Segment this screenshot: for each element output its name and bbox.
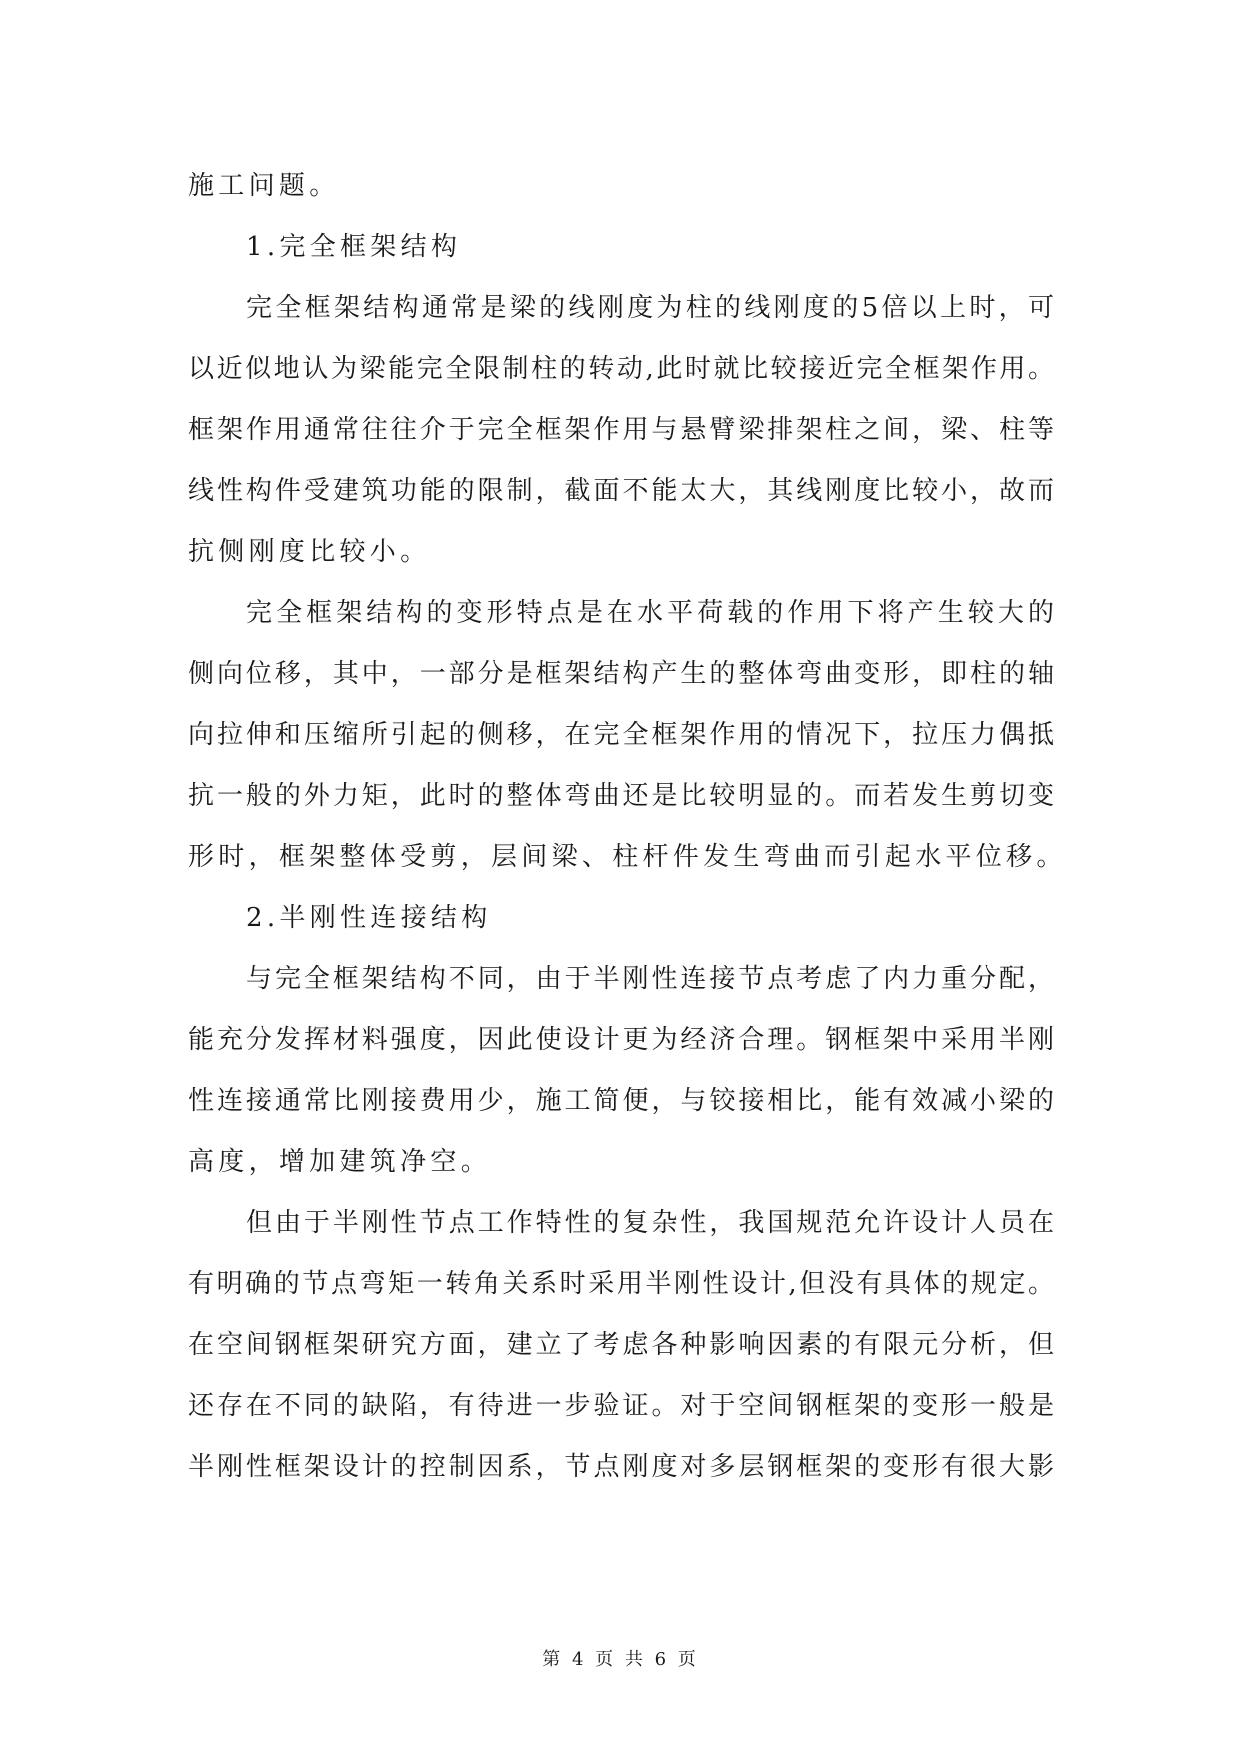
text-line: 能充分发挥材料强度，因此使设计更为经济合理。钢框架中采用半刚 bbox=[188, 1025, 1054, 1055]
text-line: 向拉伸和压缩所引起的侧移，在完全框架作用的情况下，拉压力偶抵 bbox=[188, 720, 1054, 750]
text-line: 在空间钢框架研究方面，建立了考虑各种影响因素的有限元分析，但 bbox=[188, 1330, 1054, 1360]
section-heading: 1.完全框架结构 bbox=[246, 232, 462, 262]
text-line: 以近似地认为梁能完全限制柱的转动,此时就比较接近完全框架作用。 bbox=[188, 354, 1054, 384]
text-line: 高度，增加建筑净空。 bbox=[188, 1147, 492, 1177]
text-line: 完全框架结构通常是梁的线刚度为柱的线刚度的5倍以上时，可 bbox=[246, 293, 1054, 323]
text-line: 线性构件受建筑功能的限制，截面不能太大，其线刚度比较小，故而 bbox=[188, 476, 1054, 506]
text-line: 抗一般的外力矩，此时的整体弯曲还是比较明显的。而若发生剪切变 bbox=[188, 781, 1054, 811]
text-line: 与完全框架结构不同，由于半刚性连接节点考虑了内力重分配， bbox=[246, 964, 1054, 994]
page-number-footer: 第 4 页 共 6 页 bbox=[542, 1649, 699, 1670]
text-line: 抗侧刚度比较小。 bbox=[188, 537, 431, 567]
body-text bbox=[188, 156, 1067, 1498]
text-line: 框架作用通常往往介于完全框架作用与悬臂梁排架柱之间，梁、柱等 bbox=[188, 415, 1054, 445]
text-line: 半刚性框架设计的控制因系，节点刚度对多层钢框架的变形有很大影 bbox=[188, 1452, 1054, 1482]
text-line: 侧向位移，其中，一部分是框架结构产生的整体弯曲变形，即柱的轴 bbox=[188, 659, 1054, 689]
text-line: 但由于半刚性节点工作特性的复杂性，我国规范允许设计人员在 bbox=[246, 1208, 1054, 1238]
text-line: 性连接通常比刚接费用少，施工简便，与铰接相比，能有效减小梁的 bbox=[188, 1086, 1054, 1116]
text-line: 有明确的节点弯矩一转角关系时采用半刚性设计,但没有具体的规定。 bbox=[188, 1269, 1054, 1299]
text-line: 完全框架结构的变形特点是在水平荷载的作用下将产生较大的 bbox=[246, 598, 1054, 628]
text-line: 形时，框架整体受剪，层间梁、柱杆件发生弯曲而引起水平位移。 bbox=[188, 842, 1067, 872]
text-line: 施工问题。 bbox=[188, 171, 340, 201]
section-heading: 2.半刚性连接结构 bbox=[246, 903, 492, 933]
text-line: 还存在不同的缺陷，有待进一步验证。对于空间钢框架的变形一般是 bbox=[188, 1391, 1054, 1421]
